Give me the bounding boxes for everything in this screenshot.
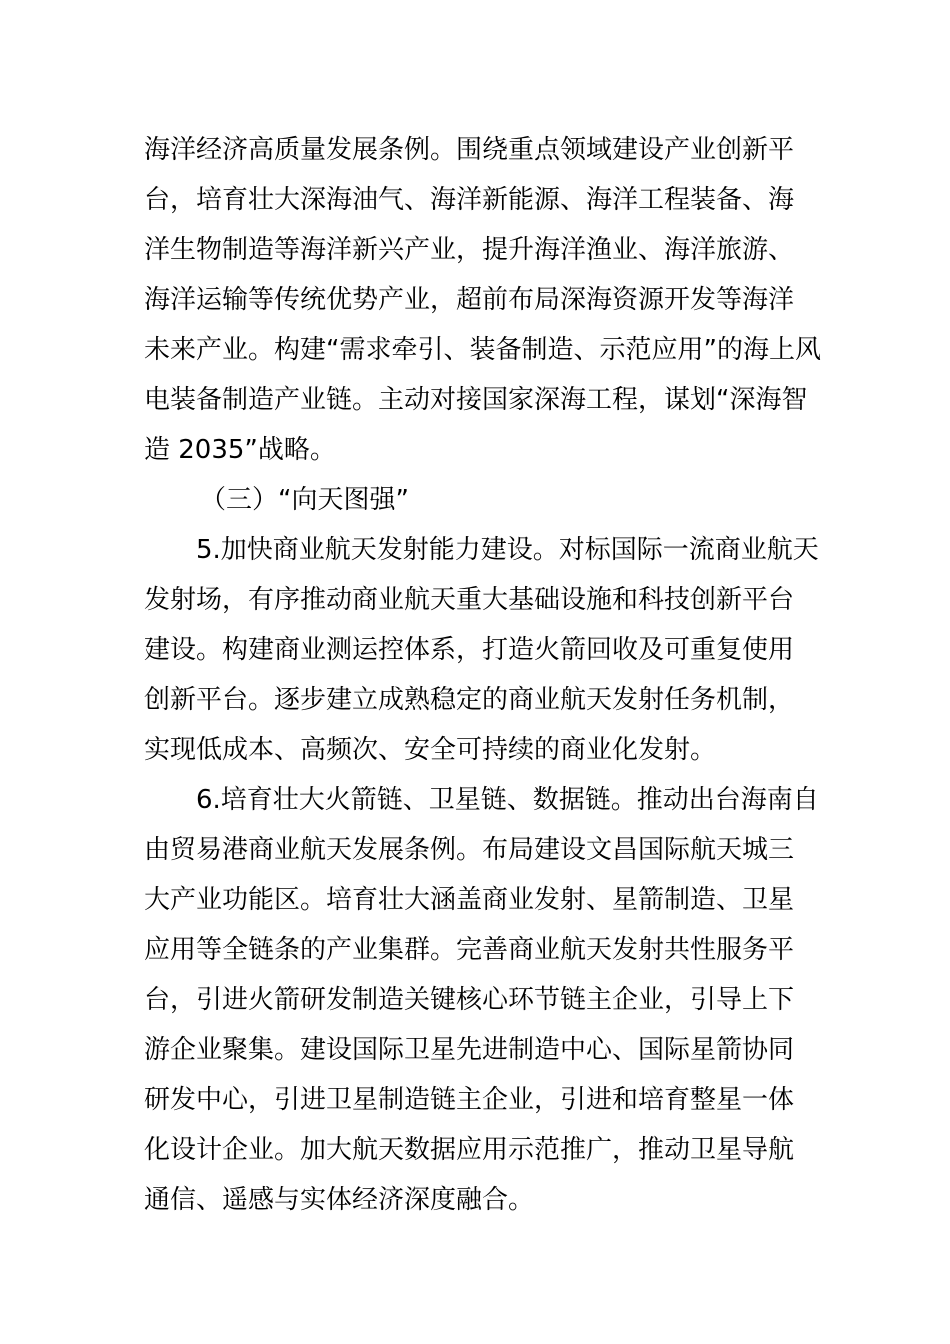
text-line: 创新平台。逐步建立成熟稳定的商业航天发射任务机制， — [144, 685, 795, 715]
text-line: 由贸易港商业航天发展条例。布局建设文昌国际航天城三 — [144, 835, 795, 865]
text-line: 未来产业。构建“需求牵引、装备制造、示范应用”的海上风 — [144, 335, 821, 365]
text-line: 建设。构建商业测运控体系，打造火箭回收及可重复使用 — [144, 635, 795, 665]
section-heading: （三）“向天图强” — [200, 485, 409, 515]
text-line: 海洋经济高质量发展条例。围绕重点领域建设产业创新平 — [144, 135, 795, 165]
text-line: 台，引进火箭研发制造关键核心环节链主企业，引导上下 — [144, 985, 795, 1015]
text-line: 台，培育壮大深海油气、海洋新能源、海洋工程装备、海 — [144, 185, 795, 215]
text-line: 发射场，有序推动商业航天重大基础设施和科技创新平台 — [144, 585, 795, 615]
text-line: 通信、遥感与实体经济深度融合。 — [144, 1185, 535, 1215]
text-line: 大产业功能区。培育壮大涵盖商业发射、星箭制造、卫星 — [144, 885, 795, 915]
text-line: 实现低成本、高频次、安全可持续的商业化发射。 — [144, 735, 717, 765]
paragraph-start: 6.培育壮大火箭链、卫星链、数据链。推动出台海南自 — [196, 785, 819, 815]
text-line: 游企业聚集。建设国际卫星先进制造中心、国际星箭协同 — [144, 1035, 795, 1065]
text-line: 化设计企业。加大航天数据应用示范推广，推动卫星导航 — [144, 1135, 795, 1165]
text-line: 研发中心，引进卫星制造链主企业，引进和培育整星一体 — [144, 1085, 795, 1115]
text-line: 海洋运输等传统优势产业，超前布局深海资源开发等海洋 — [144, 285, 795, 315]
text-line: 洋生物制造等海洋新兴产业，提升海洋渔业、海洋旅游、 — [144, 235, 795, 265]
text-line: 应用等全链条的产业集群。完善商业航天发射共性服务平 — [144, 935, 795, 965]
text-line: 造 2035”战略。 — [144, 435, 336, 465]
text-line: 电装备制造产业链。主动对接国家深海工程，谋划“深海智 — [144, 385, 808, 415]
paragraph-start: 5.加快商业航天发射能力建设。对标国际一流商业航天 — [196, 535, 819, 565]
